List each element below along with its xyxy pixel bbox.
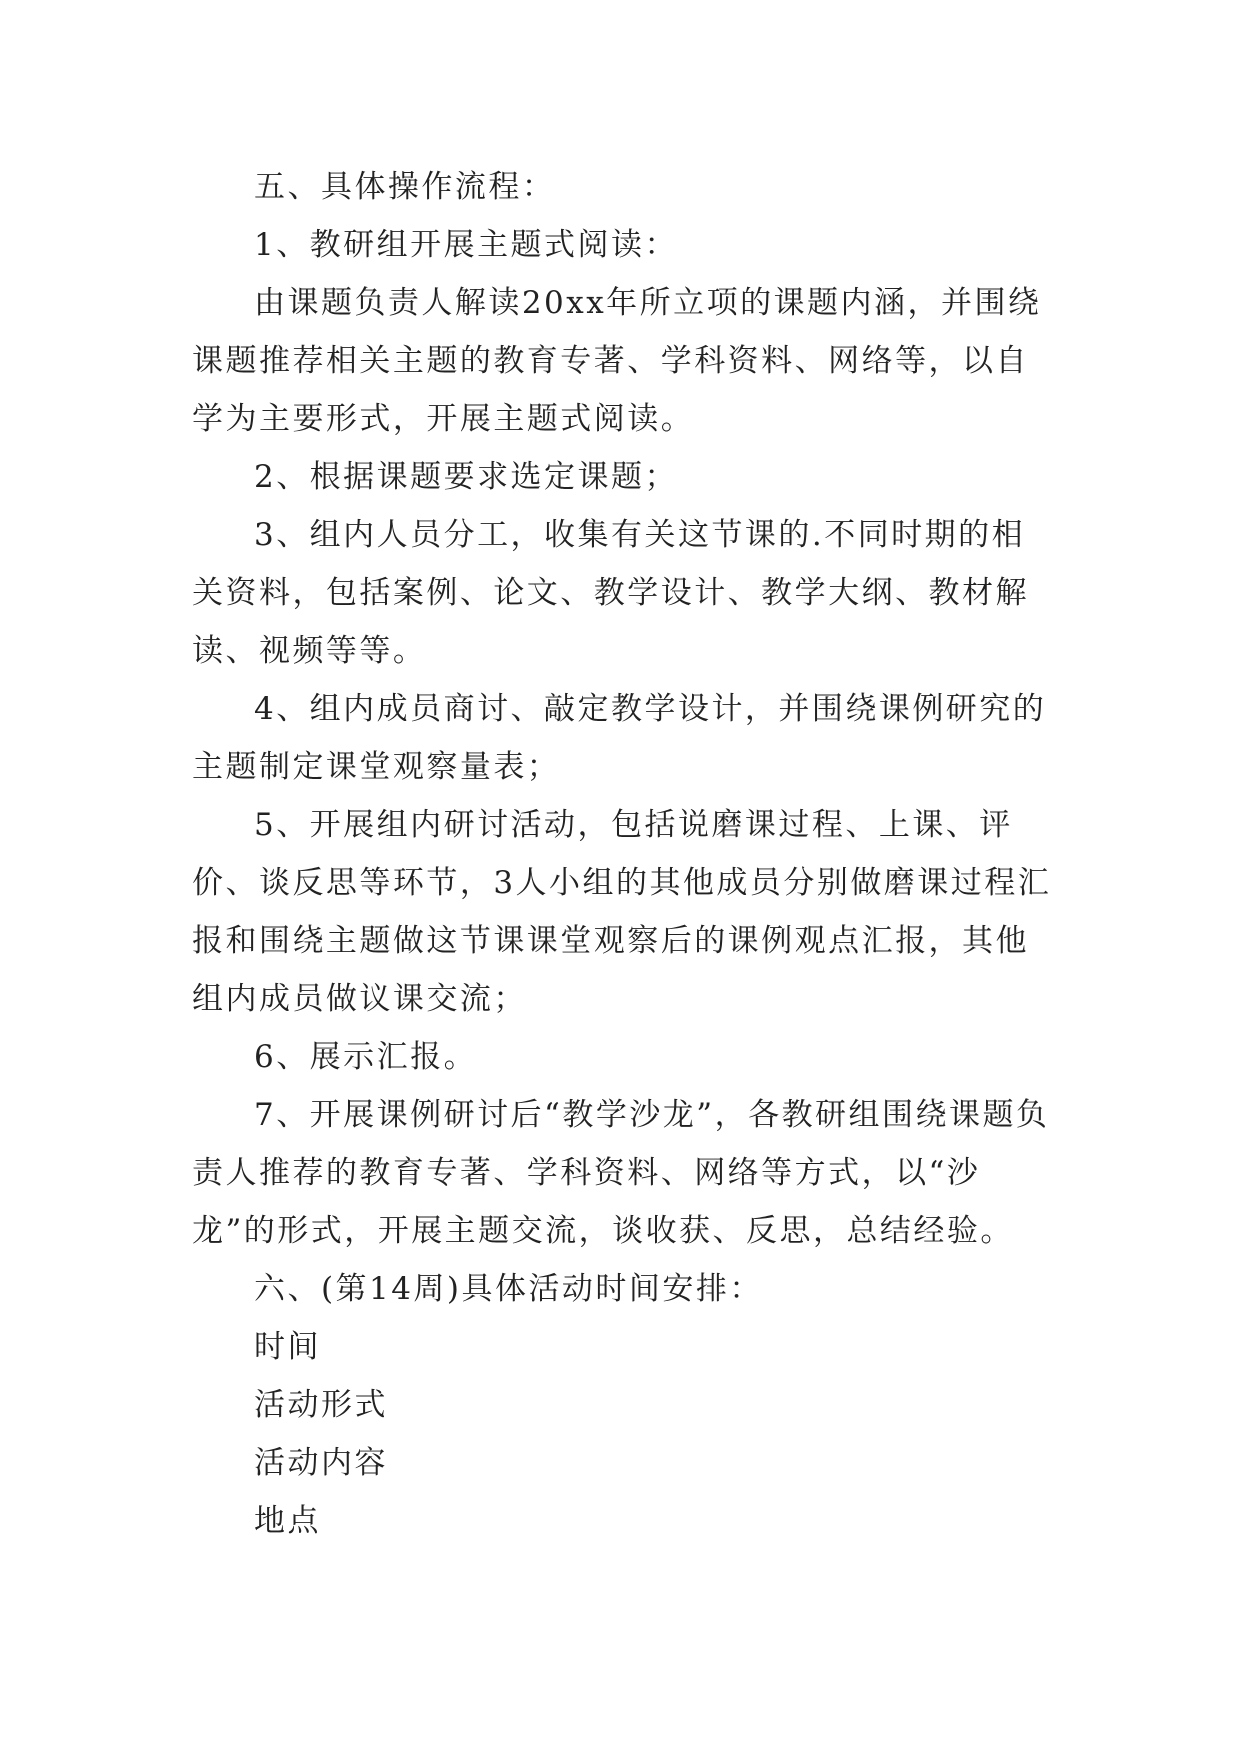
step-1-body: 由课题负责人解读20xx年所立项的课题内涵，并围绕课题推荐相关主题的教育专著、学科资料、网络等，以自学为主要形式，开展主题式阅读。 bbox=[192, 285, 1042, 437]
step-3: 3、组内人员分工，收集有关这节课的.不同时期的相关资料，包括案例、论文、教学设计、教学大纲、教材解读、视频等等。 bbox=[192, 517, 1029, 669]
schedule-column-location: 地点 bbox=[254, 1503, 321, 1539]
step-7: 7、开展课例研讨后“教学沙龙”，各教研组围绕课题负责人推荐的教育专著、学科资料、网络等方式，以“沙龙”的形式，开展主题交流，谈收获、反思，总结经验。 bbox=[192, 1097, 1050, 1249]
step-6: 6、展示汇报。 bbox=[254, 1039, 478, 1075]
schedule-column-time: 时间 bbox=[254, 1329, 321, 1365]
step-2: 2、根据课题要求选定课题； bbox=[254, 459, 678, 495]
schedule-column-format: 活动形式 bbox=[254, 1387, 388, 1423]
step-1-title: 1、教研组开展主题式阅读： bbox=[254, 227, 678, 263]
step-5: 5、开展组内研讨活动，包括说磨课过程、上课、评价、谈反思等环节，3人小组的其他成员分别做磨课过程汇报和围绕主题做这节课课堂观察后的课例观点汇报，其他组内成员做议课交流； bbox=[192, 807, 1052, 1017]
document-body bbox=[192, 158, 1052, 1550]
section-5-heading: 五、具体操作流程： bbox=[254, 169, 556, 205]
section-6-heading: 六、(第14周)具体活动时间安排： bbox=[254, 1271, 763, 1307]
schedule-column-content: 活动内容 bbox=[254, 1445, 388, 1481]
step-4: 4、组内成员商讨、敲定教学设计，并围绕课例研究的主题制定课堂观察量表； bbox=[192, 691, 1047, 785]
